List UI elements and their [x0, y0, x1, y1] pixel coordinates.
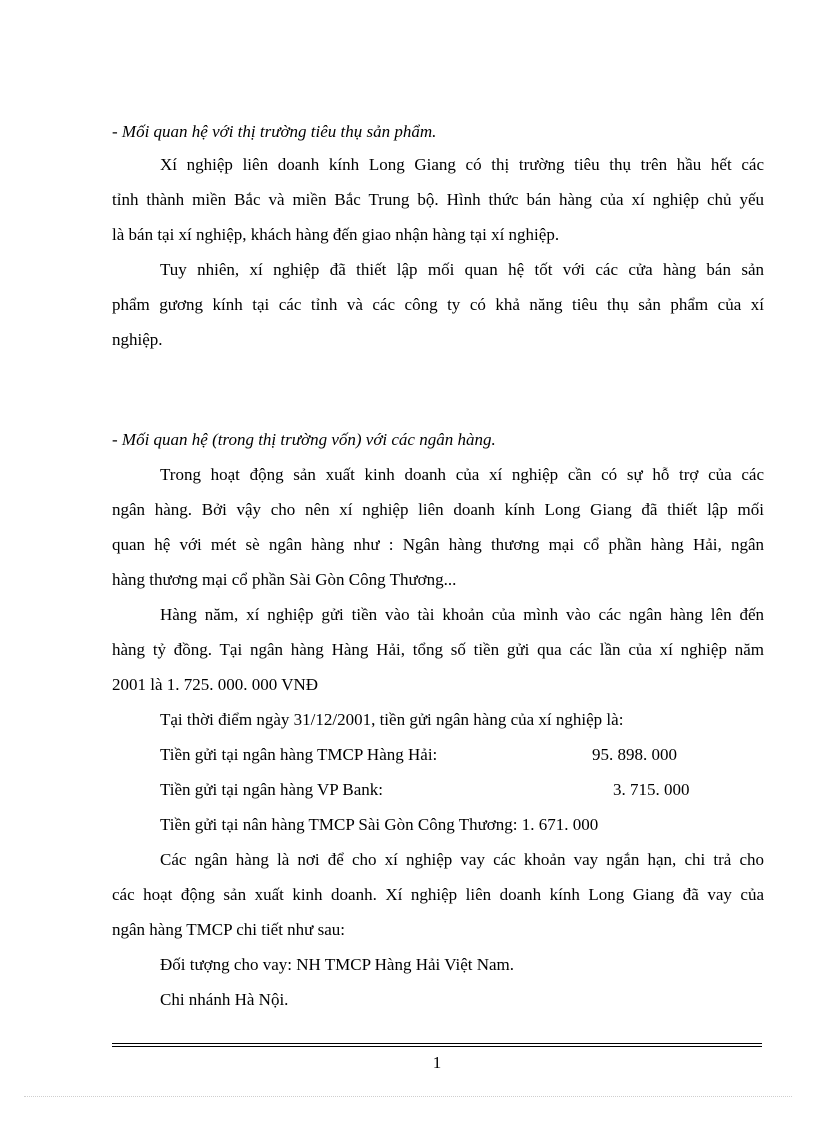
paragraph-line: quan hệ với mét sè ngân hàng như : Ngân hàng thương mại cổ phần hàng Hải, ngân: [112, 535, 764, 554]
page-bottom-divider: [24, 1096, 792, 1097]
paragraph-line: phẩm gương kính tại các tỉnh và các công ty có khả năng tiêu thụ sản phẩm của xí: [112, 295, 764, 314]
paragraph-line: tỉnh thành miền Bắc và miền Bắc Trung bộ. Hình thức bán hàng của xí nghiệp chủ yếu: [112, 190, 764, 209]
paragraph-line: Xí nghiệp liên doanh kính Long Giang có thị trường tiêu thụ trên hầu hết các: [160, 155, 764, 174]
deposit-row: [160, 778, 764, 802]
paragraph-line: hàng thương mại cổ phần Sài Gòn Công Thương...: [112, 570, 457, 589]
paragraph-line: ngân hàng TMCP chi tiết như sau:: [112, 920, 346, 939]
loan-branch: Chi nhánh Hà Nội.: [160, 990, 289, 1009]
deposit-row: [160, 743, 764, 767]
deposit-amount: 3. 715. 000: [613, 780, 690, 799]
deposit-label: Tiền gửi tại ngân hàng TMCP Hàng Hải:: [160, 745, 438, 764]
paragraph-line: các hoạt động sản xuất kinh doanh. Xí nghiệp liên doanh kính Long Giang đã vay của: [112, 885, 764, 904]
paragraph-line: ngân hàng. Bởi vậy cho nên xí nghiệp liên doanh kính Long Giang đã thiết lập mối: [112, 500, 764, 519]
deposit-amount: 95. 898. 000: [592, 745, 677, 764]
paragraph-line: Hàng năm, xí nghiệp gửi tiền vào tài khoản của mình vào các ngân hàng lên đến: [160, 605, 764, 624]
paragraph-line: Các ngân hàng là nơi để cho xí nghiệp vay các khoản vay ngắn hạn, chi trả cho: [160, 850, 764, 869]
deposit-label: Tiền gửi tại nân hàng TMCP Sài Gòn Công Thương: 1. 671. 000: [160, 815, 599, 834]
paragraph-line: Tuy nhiên, xí nghiệp đã thiết lập mối quan hệ tốt với các cửa hàng bán sản: [160, 260, 764, 279]
section-heading-market: - Mối quan hệ với thị trường tiêu thụ sản phẩm.: [112, 122, 437, 141]
deposit-intro: Tại thời điểm ngày 31/12/2001, tiền gửi ngân hàng của xí nghiệp là:: [160, 710, 624, 729]
paragraph-line: nghiệp.: [112, 330, 163, 349]
deposit-row: [160, 813, 764, 837]
footer-rule-top: [112, 1043, 762, 1044]
paragraph-line: hàng tỷ đồng. Tại ngân hàng Hàng Hải, tổng số tiền gửi qua các lần của xí nghiệp năm: [112, 640, 764, 659]
loan-target: Đối tượng cho vay: NH TMCP Hàng Hải Việt Nam.: [160, 955, 515, 974]
section-heading-banks: - Mối quan hệ (trong thị trường vốn) với các ngân hàng.: [112, 430, 496, 449]
paragraph-line: 2001 là 1. 725. 000. 000 VNĐ: [112, 675, 319, 694]
page-number: 1: [432, 1053, 442, 1072]
paragraph-line: Trong hoạt động sản xuất kinh doanh của xí nghiệp cần có sự hỗ trợ của các: [160, 465, 764, 484]
deposit-label: Tiền gửi tại ngân hàng VP Bank:: [160, 780, 383, 799]
paragraph-line: là bán tại xí nghiệp, khách hàng đến giao nhận hàng tại xí nghiệp.: [112, 225, 560, 244]
footer-rule-bottom: [112, 1046, 762, 1047]
